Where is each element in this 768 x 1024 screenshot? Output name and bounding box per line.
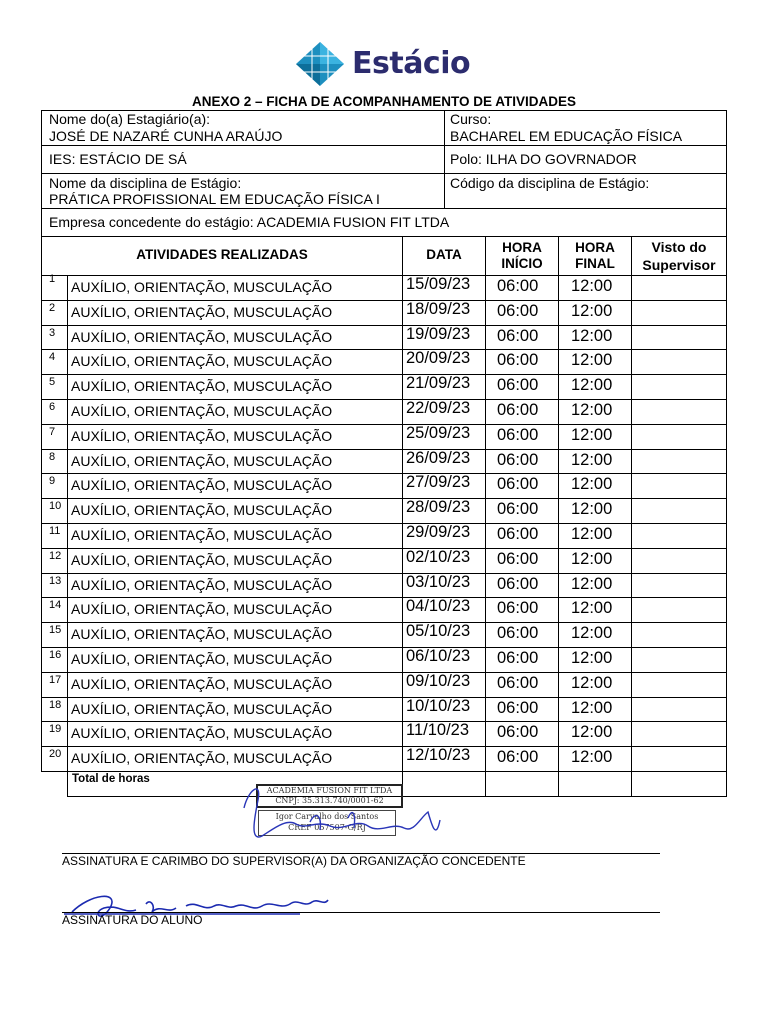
row-date: 25/09/23 <box>406 424 471 442</box>
row-date: 04/10/23 <box>406 597 471 615</box>
row-number: 4 <box>49 351 56 363</box>
row-date: 20/09/23 <box>406 349 471 367</box>
row-number: 5 <box>49 376 56 388</box>
row-number: 3 <box>49 327 56 339</box>
header-visto-line2: Supervisor <box>642 257 716 273</box>
row-date: 06/10/23 <box>406 647 471 665</box>
row-activity: AUXÍLIO, ORIENTAÇÃO, MUSCULAÇÃO <box>71 428 333 444</box>
row-activity: AUXÍLIO, ORIENTAÇÃO, MUSCULAÇÃO <box>71 701 333 717</box>
course-label: Curso: <box>450 111 492 127</box>
row-start-time: 06:00 <box>497 575 539 593</box>
row-end-time: 12:00 <box>571 376 613 394</box>
row-number: 9 <box>49 475 56 487</box>
row-date: 10/10/23 <box>406 697 471 715</box>
ies-text: IES: ESTÁCIO DE SÁ <box>49 151 187 167</box>
row-end-time: 12:00 <box>571 550 613 568</box>
student-name: JOSÉ DE NAZARÉ CUNHA ARAÚJO <box>49 128 283 144</box>
row-number: 14 <box>49 599 62 611</box>
row-end-time: 12:00 <box>571 649 613 667</box>
row-end-time: 12:00 <box>571 451 613 469</box>
header-date: DATA <box>426 247 462 262</box>
header-start-line2: INÍCIO <box>501 256 543 271</box>
row-activity: AUXÍLIO, ORIENTAÇÃO, MUSCULAÇÃO <box>71 651 333 667</box>
row-date: 11/10/23 <box>406 721 470 739</box>
row-date: 15/09/23 <box>406 275 471 293</box>
header-activities: ATIVIDADES REALIZADAS <box>136 247 308 262</box>
row-activity: AUXÍLIO, ORIENTAÇÃO, MUSCULAÇÃO <box>71 279 333 295</box>
row-number: 13 <box>49 575 62 587</box>
row-number: 17 <box>49 674 62 686</box>
row-start-time: 06:00 <box>497 426 539 444</box>
row-date: 02/10/23 <box>406 548 471 566</box>
row-start-time: 06:00 <box>497 525 539 543</box>
row-number: 15 <box>49 624 62 636</box>
row-number: 19 <box>49 723 62 735</box>
row-start-time: 06:00 <box>497 624 539 642</box>
supervisor-signature <box>244 789 440 837</box>
discipline-label: Nome da disciplina de Estágio: <box>49 175 242 191</box>
row-number: 16 <box>49 649 62 661</box>
row-date: 29/09/23 <box>406 523 471 541</box>
row-number: 10 <box>49 500 62 512</box>
row-number: 18 <box>49 699 62 711</box>
row-number: 1 <box>49 273 56 285</box>
row-date: 18/09/23 <box>406 300 471 318</box>
row-start-time: 06:00 <box>497 500 539 518</box>
row-end-time: 12:00 <box>571 277 613 295</box>
row-activity: AUXÍLIO, ORIENTAÇÃO, MUSCULAÇÃO <box>71 477 333 493</box>
stamp-company-name: ACADEMIA FUSION FIT LTDA <box>266 786 393 795</box>
row-date: 05/10/23 <box>406 622 471 640</box>
row-end-time: 12:00 <box>571 624 613 642</box>
row-start-time: 06:00 <box>497 401 539 419</box>
row-activity: AUXÍLIO, ORIENTAÇÃO, MUSCULAÇÃO <box>71 552 333 568</box>
row-number: 2 <box>49 302 56 314</box>
document-title: ANEXO 2 – FICHA DE ACOMPANHAMENTO DE ATIVIDADES <box>191 94 577 109</box>
row-activity: AUXÍLIO, ORIENTAÇÃO, MUSCULAÇÃO <box>71 601 333 617</box>
row-start-time: 06:00 <box>497 699 539 717</box>
row-number: 7 <box>49 426 56 438</box>
header-start-line1: HORA <box>502 240 542 255</box>
row-date: 09/10/23 <box>406 672 471 690</box>
stamp-supervisor-name: Igor Carvalho dos Santos <box>275 812 379 821</box>
row-start-time: 06:00 <box>497 550 539 568</box>
row-end-time: 12:00 <box>571 723 613 741</box>
row-end-time: 12:00 <box>571 302 613 320</box>
row-start-time: 06:00 <box>497 327 539 345</box>
company-text: Empresa concedente do estágio: ACADEMIA FUSION FIT LTDA <box>49 214 450 230</box>
row-end-time: 12:00 <box>571 699 613 717</box>
row-activity: AUXÍLIO, ORIENTAÇÃO, MUSCULAÇÃO <box>71 527 333 543</box>
row-start-time: 06:00 <box>497 302 539 320</box>
stamp-cref: CREF 057507-G/RJ <box>288 823 366 832</box>
row-activity: AUXÍLIO, ORIENTAÇÃO, MUSCULAÇÃO <box>71 304 333 320</box>
row-number: 8 <box>49 451 56 463</box>
header-visto-line1: Visto do <box>651 239 707 255</box>
row-end-time: 12:00 <box>571 674 613 692</box>
row-end-time: 12:00 <box>571 599 613 617</box>
row-end-time: 12:00 <box>571 575 613 593</box>
polo-text: Polo: ILHA DO GOVRNADOR <box>450 151 637 167</box>
row-activity: AUXÍLIO, ORIENTAÇÃO, MUSCULAÇÃO <box>71 577 333 593</box>
row-start-time: 06:00 <box>497 376 539 394</box>
row-start-time: 06:00 <box>497 674 539 692</box>
row-end-time: 12:00 <box>571 426 613 444</box>
row-number: 12 <box>49 550 62 562</box>
row-date: 19/09/23 <box>406 325 471 343</box>
row-end-time: 12:00 <box>571 500 613 518</box>
row-activity: AUXÍLIO, ORIENTAÇÃO, MUSCULAÇÃO <box>71 676 333 692</box>
header-end-line1: HORA <box>575 240 615 255</box>
row-start-time: 06:00 <box>497 451 539 469</box>
row-start-time: 06:00 <box>497 475 539 493</box>
row-activity: AUXÍLIO, ORIENTAÇÃO, MUSCULAÇÃO <box>71 378 333 394</box>
row-start-time: 06:00 <box>497 723 539 741</box>
row-activity: AUXÍLIO, ORIENTAÇÃO, MUSCULAÇÃO <box>71 725 333 741</box>
row-number: 20 <box>49 748 62 760</box>
row-start-time: 06:00 <box>497 277 539 295</box>
code-label: Código da disciplina de Estágio: <box>450 175 650 191</box>
row-end-time: 12:00 <box>571 525 613 543</box>
row-start-time: 06:00 <box>497 599 539 617</box>
total-label: Total de horas <box>72 773 150 785</box>
stamp-cnpj: CNPJ: 35.313.740/0001-62 <box>275 796 384 805</box>
row-activity: AUXÍLIO, ORIENTAÇÃO, MUSCULAÇÃO <box>71 329 333 345</box>
row-start-time: 06:00 <box>497 351 539 369</box>
row-date: 12/10/23 <box>406 746 471 764</box>
row-activity: AUXÍLIO, ORIENTAÇÃO, MUSCULAÇÃO <box>71 750 333 766</box>
row-end-time: 12:00 <box>571 475 613 493</box>
row-date: 26/09/23 <box>406 449 471 467</box>
row-date: 21/09/23 <box>406 374 471 392</box>
row-date: 27/09/23 <box>406 473 471 491</box>
row-activity: AUXÍLIO, ORIENTAÇÃO, MUSCULAÇÃO <box>71 353 333 369</box>
row-start-time: 06:00 <box>497 649 539 667</box>
row-activity: AUXÍLIO, ORIENTAÇÃO, MUSCULAÇÃO <box>71 502 333 518</box>
row-end-time: 12:00 <box>571 351 613 369</box>
row-activity: AUXÍLIO, ORIENTAÇÃO, MUSCULAÇÃO <box>71 403 333 419</box>
discipline-name: PRÁTICA PROFISSIONAL EM EDUCAÇÃO FÍSICA I <box>49 191 380 207</box>
row-end-time: 12:00 <box>571 401 613 419</box>
row-activity: AUXÍLIO, ORIENTAÇÃO, MUSCULAÇÃO <box>71 626 333 642</box>
student-signature-caption: ASSINATURA DO ALUNO <box>62 913 203 927</box>
row-start-time: 06:00 <box>497 748 539 766</box>
student-label: Nome do(a) Estagiário(a): <box>49 111 211 127</box>
header-end-line2: FINAL <box>575 256 615 271</box>
brand-name: Estácio <box>352 46 471 81</box>
supervisor-signature-caption: ASSINATURA E CARIMBO DO SUPERVISOR(A) DA ORGANIZAÇÃO CONCEDENTE <box>62 854 526 868</box>
row-end-time: 12:00 <box>571 327 613 345</box>
row-end-time: 12:00 <box>571 748 613 766</box>
row-date: 22/09/23 <box>406 399 471 417</box>
row-date: 03/10/23 <box>406 573 471 591</box>
row-date: 28/09/23 <box>406 498 471 516</box>
row-number: 11 <box>49 525 61 537</box>
row-activity: AUXÍLIO, ORIENTAÇÃO, MUSCULAÇÃO <box>71 453 333 469</box>
row-number: 6 <box>49 401 56 413</box>
course-name: BACHAREL EM EDUCAÇÃO FÍSICA <box>450 128 683 144</box>
